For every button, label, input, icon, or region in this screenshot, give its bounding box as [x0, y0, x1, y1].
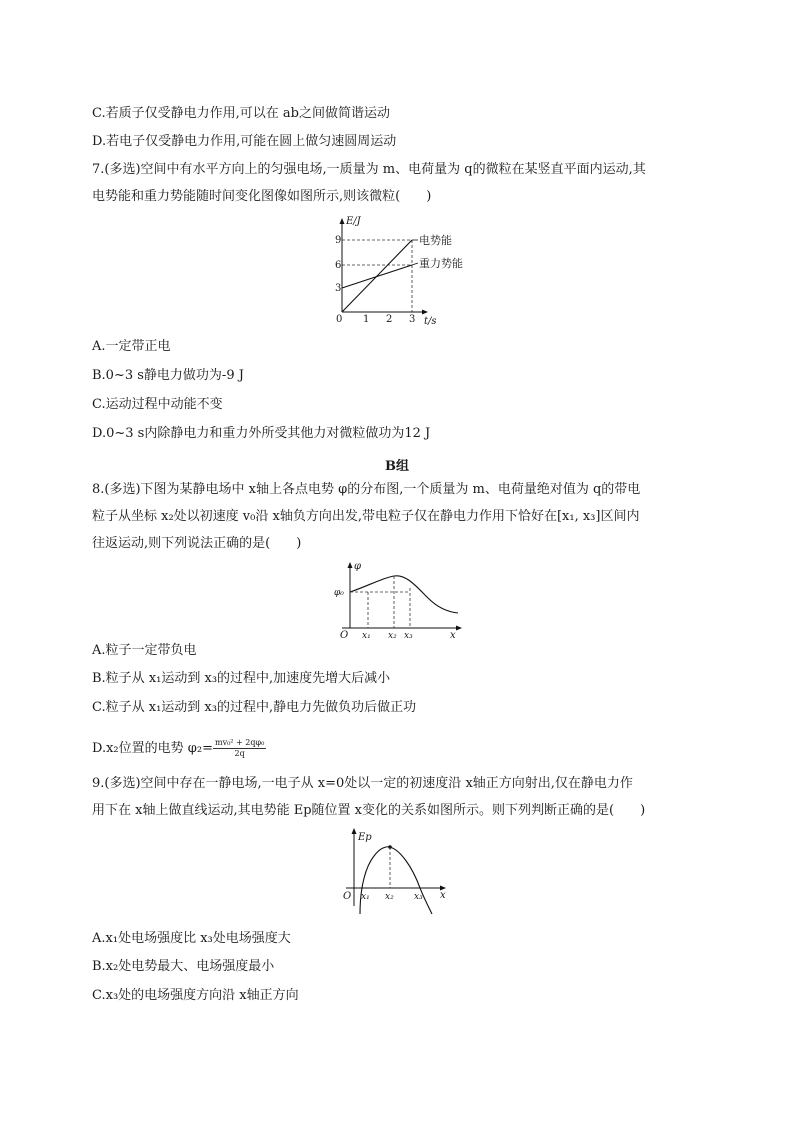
x-tick-2: 2	[386, 314, 393, 325]
origin-label: O	[343, 891, 352, 902]
y-axis-label: φ	[354, 561, 362, 572]
fraction-numerator: mv₀² + 2qφ₀	[214, 738, 265, 747]
figure-ep-x	[338, 826, 454, 922]
x-tick-x3: x₃	[414, 892, 423, 902]
option-d-q8-prefix: D.x₂位置的电势 φ₂=	[92, 741, 213, 756]
question-8-line-1: 8.(多选)下图为某静电场中 x轴上各点电势 φ的分布图,一个质量为 m、电荷量绝对值为 q的带电	[92, 482, 641, 497]
x-tick-x3: x₃	[404, 631, 413, 641]
option-c-q9: C.x₃处的电场强度方向沿 x轴正方向	[92, 988, 299, 1003]
option-a-q8: A.粒子一定带负电	[92, 643, 197, 658]
option-c-q8: C.粒子从 x₁运动到 x₃的过程中,静电力先做负功后做正功	[92, 700, 417, 715]
figure-energy-time	[300, 214, 480, 326]
option-d-q6: D.若电子仅受静电力作用,可能在圆上做匀速圆周运动	[92, 134, 397, 149]
option-d-q7: D.0~3 s内除静电力和重力外所受其他力对微粒做功为12 J	[92, 426, 431, 441]
option-b-q7: B.0~3 s静电力做功为-9 J	[92, 368, 244, 383]
question-9-line-1: 9.(多选)空间中存在一静电场,一电子从 x=0处以一定的初速度沿 x轴正方向射出,仅在静电力作	[92, 776, 633, 791]
y-axis-label: Ep	[358, 832, 372, 843]
y-tick-6: 6	[335, 260, 342, 271]
y-tick-phi0: φ₀	[334, 588, 344, 598]
x-axis-label: x	[450, 630, 456, 641]
y-axis-label: E/J	[346, 216, 361, 227]
potential-curve	[350, 576, 458, 613]
label-potential-energy: 电势能	[419, 234, 452, 247]
x-tick-x2: x₂	[388, 631, 397, 641]
group-b-heading: B组	[385, 459, 409, 474]
option-b-q9: B.x₂处电势最大、电场强度最小	[92, 959, 275, 974]
potential-fraction	[213, 738, 266, 759]
ep-curve	[360, 847, 432, 914]
y-tick-3: 3	[335, 283, 342, 294]
x-tick-1: 1	[363, 314, 370, 325]
x-tick-x2: x₂	[385, 892, 394, 902]
x-axis-label: x	[440, 890, 446, 901]
origin-label: 0	[336, 314, 343, 325]
question-9-line-2: 用下在 x轴上做直线运动,其电势能 Ep随位置 x变化的关系如图所示。则下列判断正确的是( )	[92, 803, 646, 818]
option-b-q8: B.粒子从 x₁运动到 x₃的过程中,加速度先增大后减小	[92, 671, 391, 686]
x-axis-label: t/s	[424, 316, 437, 327]
figure-potential-x	[330, 560, 470, 641]
x-tick-x1: x₁	[361, 892, 370, 902]
option-c-q7: C.运动过程中动能不变	[92, 397, 223, 412]
option-d-q8	[92, 738, 266, 759]
x-tick-x1: x₁	[362, 631, 371, 641]
option-a-q7: A.一定带正电	[92, 339, 171, 354]
option-a-q9: A.x₁处电场强度比 x₃处电场强度大	[92, 931, 291, 946]
option-c-q6: C.若质子仅受静电力作用,可以在 ab之间做简谐运动	[92, 106, 390, 121]
y-tick-9: 9	[335, 235, 342, 246]
question-8-line-3: 往返运动,则下列说法正确的是( )	[92, 536, 302, 551]
x-tick-3: 3	[409, 314, 416, 325]
question-7-line-2: 电势能和重力势能随时间变化图像如图所示,则该微粒( )	[92, 189, 432, 204]
line-gravitational-energy	[342, 265, 412, 288]
origin-label: O	[340, 630, 349, 641]
label-gravitational-energy: 重力势能	[419, 257, 463, 270]
fraction-denominator: 2q	[234, 749, 245, 758]
question-7-line-1: 7.(多选)空间中有水平方向上的匀强电场,一质量为 m、电荷量为 q的微粒在某竖直平面内运动,其	[92, 162, 646, 177]
question-8-line-2: 粒子从坐标 x₂处以初速度 v₀沿 x轴负方向出发,带电粒子仅在静电力作用下恰好在[x₁, x₃]区间内	[92, 509, 640, 524]
